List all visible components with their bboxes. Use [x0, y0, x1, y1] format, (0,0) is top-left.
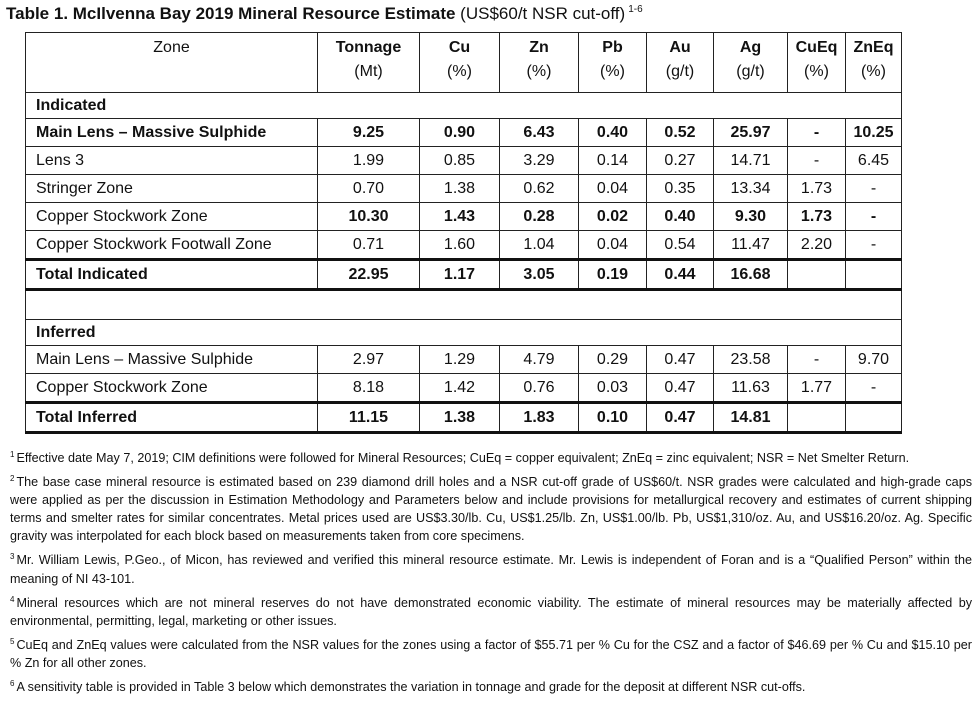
table-title-footnote-ref: 1-6 [628, 4, 643, 16]
footnote: $^3$ Mr. William Lewis, P.Geo., of Micon, has reviewed and verified this mineral resource estimate. Mr. Lewis is independent of Foran and is a “Qualified Person” within the meaning of NI 43-101. [10, 552, 972, 586]
table-title-main: Table 1. McIlvenna Bay 2019 Mineral Resource Estimate [6, 4, 456, 23]
col-header-pb: Pb (%) [579, 33, 647, 93]
footnote: $^2$ The base case mineral resource is estimated based on 239 diamond drill holes and a NSR cut-off grade of US$60/t. NSR grades were calculated and high-grade caps were applied as per the discussion in Estimation Methodology and Parameters below and include provisions for metallurgical recovery and estimates of current shipping terms and smelter rates for similar concentrates. Metal prices used are US$3.30/lb. Cu, US$1.25/lb. Zn, US$1.00/lb. Pb, US$1,310/oz. Au, and US$16.20/oz. Ag. Specific gravity was interpolated for each block based on measurements taken from core specimens. [10, 474, 972, 544]
resource-table [25, 32, 902, 434]
header-row [26, 33, 902, 93]
footnote: $^5$ CuEq and ZnEq values were calculated from the NSR values for the zones using a factor of $55.71 per % Cu for the CSZ and a factor of $46.69 per % Cu and $15.10 per % Zn for all other zones. [10, 636, 972, 670]
footnote: $^1$ Effective date May 7, 2019; CIM definitions were followed for Mineral Resources; CuEq = copper equivalent; ZnEq = zinc equivalent; NSR = Net Smelter Return. [10, 450, 910, 466]
footnote: $^6$ A sensitivity table is provided in Table 3 below which demonstrates the variation in tonnage and grade for the deposit at different NSR cut-offs. [10, 678, 806, 695]
table-row: Copper Stockwork Footwall Zone 0.71 1.60 1.04 0.04 0.54 11.47 2.20 - [26, 231, 902, 260]
table-row: Main Lens – Massive Sulphide 2.97 1.29 4.79 0.29 0.47 23.58 - 9.70 [26, 346, 902, 374]
section-heading-inferred: Inferred [26, 320, 902, 346]
table-row: Copper Stockwork Zone 10.30 1.43 0.28 0.02 0.40 9.30 1.73 - [26, 203, 902, 231]
table-title [6, 4, 643, 24]
col-header-au: Au (g/t) [647, 33, 714, 93]
footnotes [10, 446, 972, 699]
total-row-indicated: Total Indicated 22.95 1.17 3.05 0.19 0.44 16.68 [26, 260, 902, 290]
col-header-zn: Zn (%) [500, 33, 579, 93]
col-header-cu: Cu (%) [420, 33, 500, 93]
table-title-cutoff: (US$60/t NSR cut-off) [460, 4, 626, 23]
col-header-tonnage: Tonnage (Mt) [318, 33, 420, 93]
table-row: Lens 3 1.99 0.85 3.29 0.14 0.27 14.71 - 6.45 [26, 147, 902, 175]
col-header-zneq: ZnEq (%) [846, 33, 902, 93]
col-header-cueq: CuEq (%) [788, 33, 846, 93]
table-row: Stringer Zone 0.70 1.38 0.62 0.04 0.35 13.34 1.73 - [26, 175, 902, 203]
col-header-zone: Zone [26, 33, 318, 93]
section-heading-indicated: Indicated [26, 93, 902, 119]
footnote: $^4$ Mineral resources which are not mineral reserves do not have demonstrated economic viability. The estimate of mineral resources may be materially affected by environmental, permitting, legal, marketing or other issues. [10, 594, 972, 628]
table-row: Main Lens – Massive Sulphide 9.25 0.90 6.43 0.40 0.52 25.97 - 10.25 [26, 119, 902, 147]
spacer-row [26, 290, 902, 320]
total-row-inferred: Total Inferred 11.15 1.38 1.83 0.10 0.47 14.81 [26, 403, 902, 433]
col-header-ag: Ag (g/t) [714, 33, 788, 93]
table-row: Copper Stockwork Zone 8.18 1.42 0.76 0.03 0.47 11.63 1.77 - [26, 374, 902, 403]
